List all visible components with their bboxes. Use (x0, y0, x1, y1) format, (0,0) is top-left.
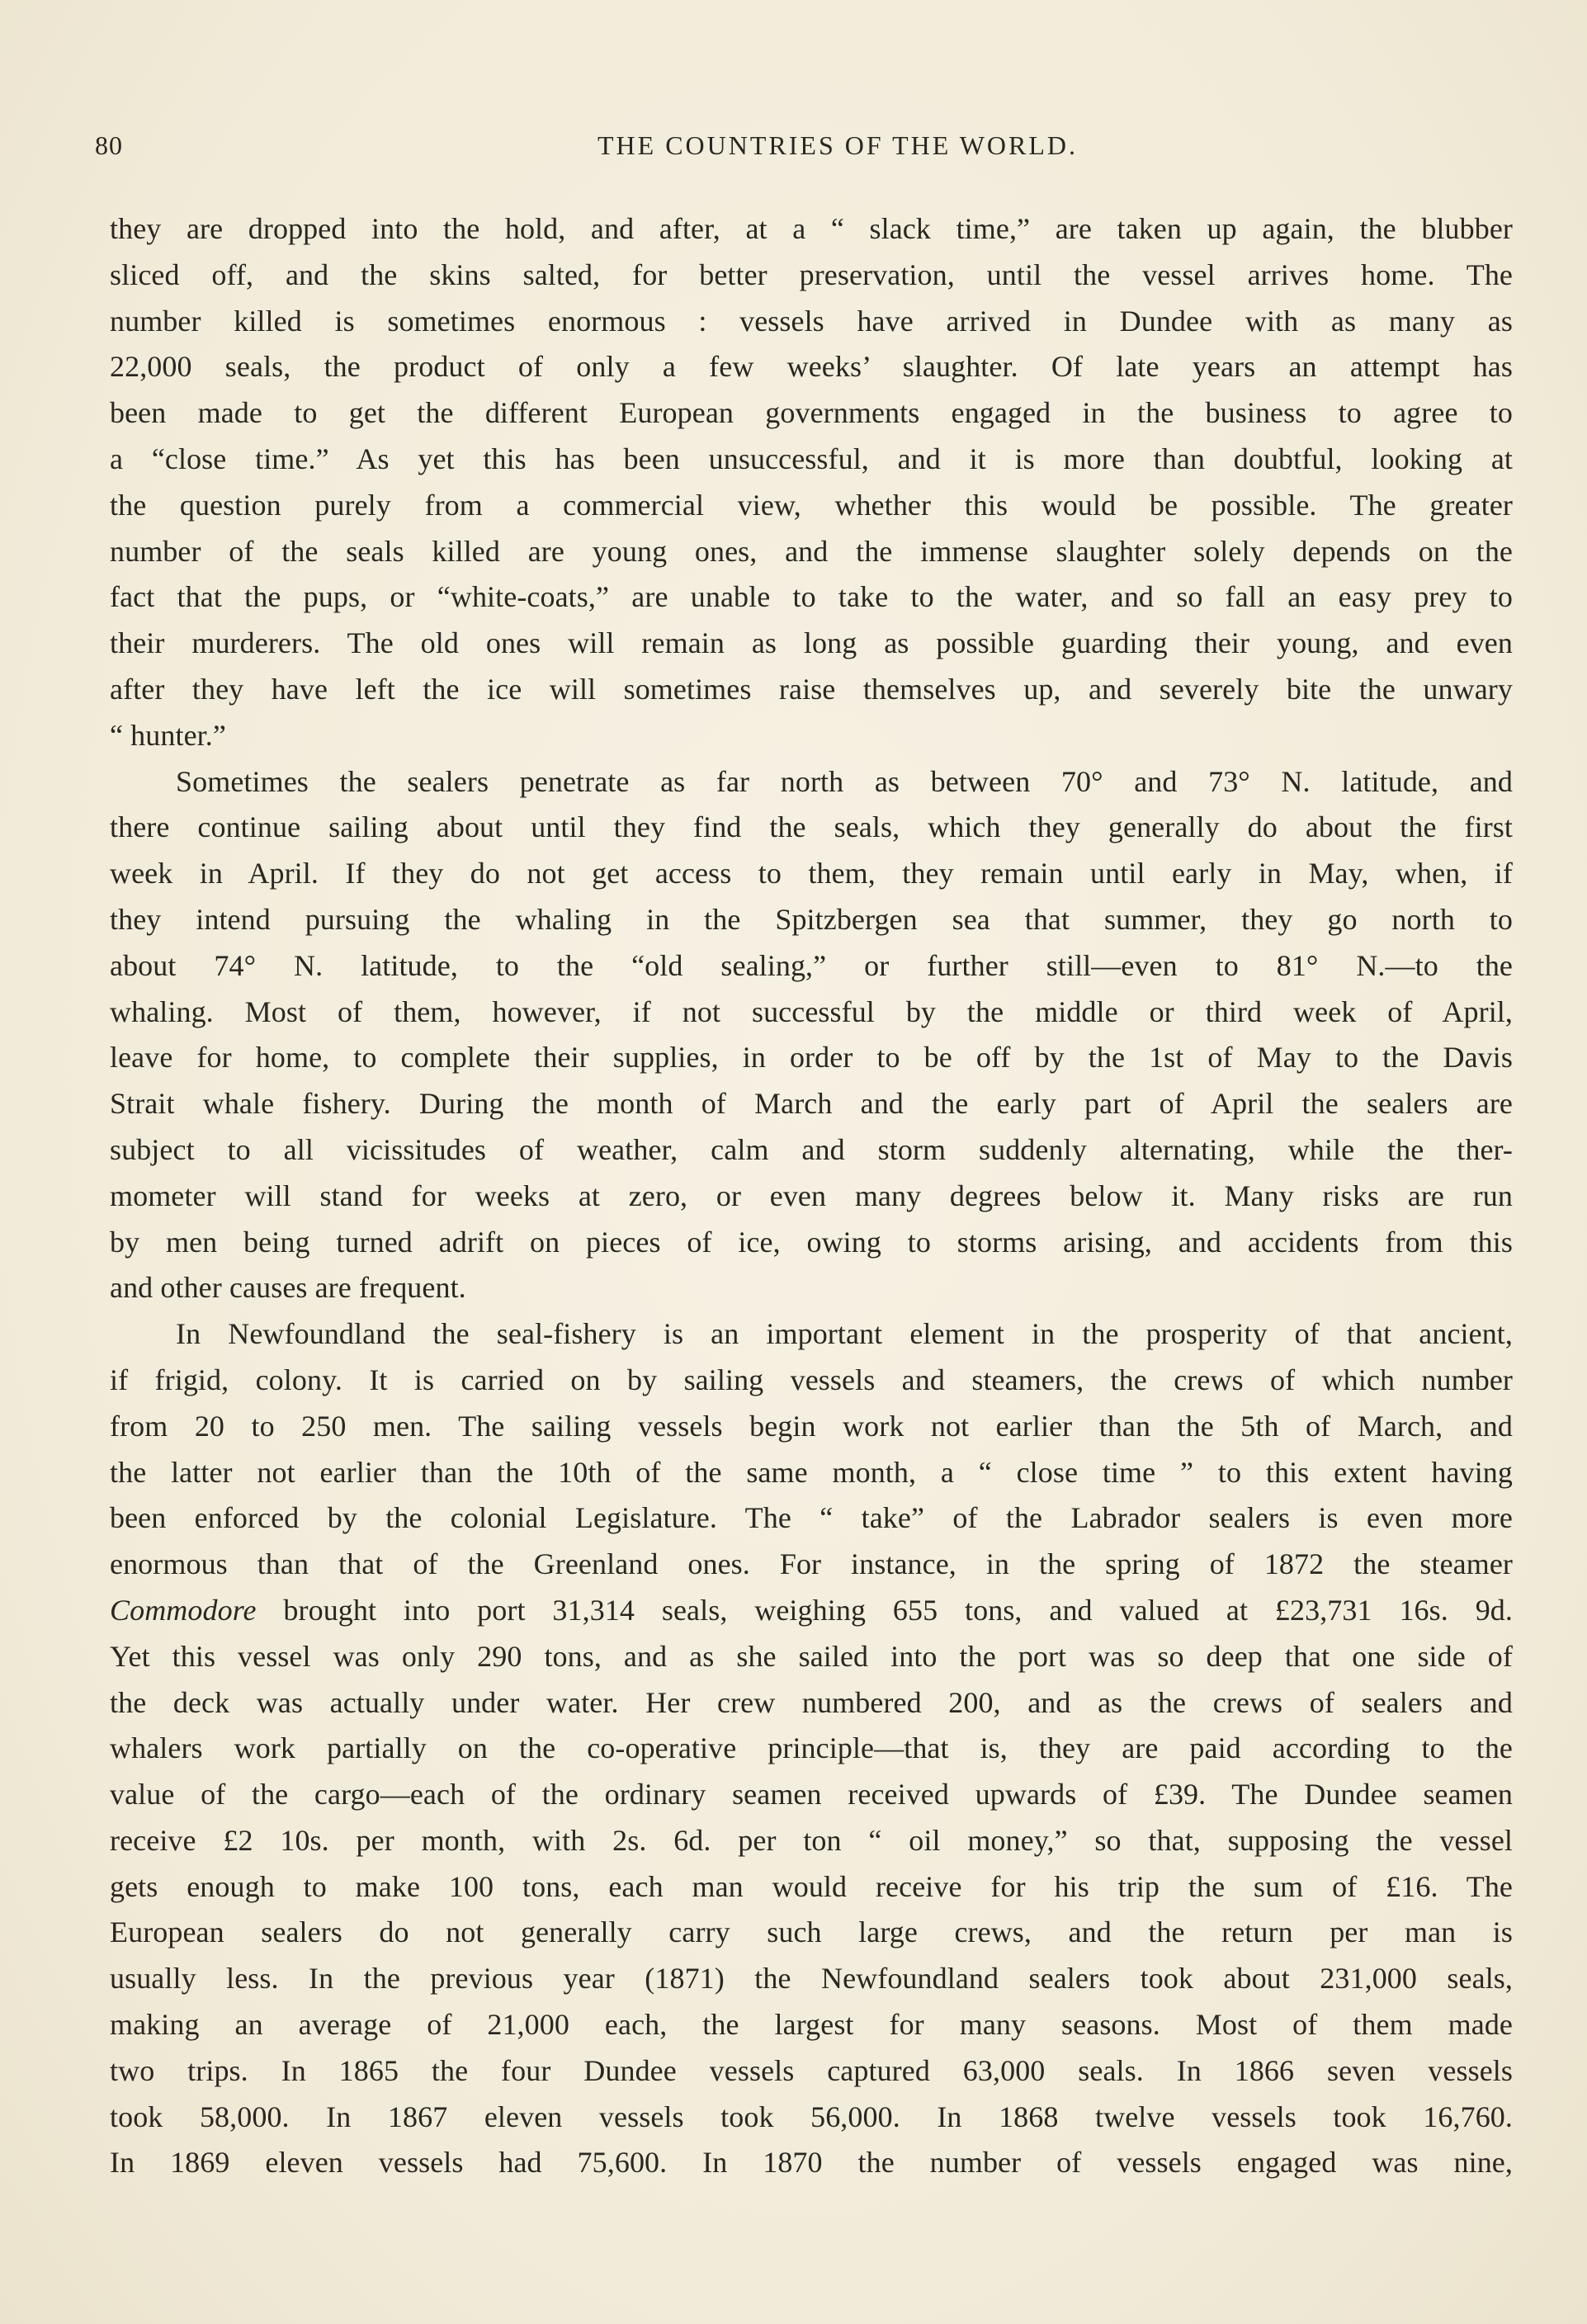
text-line (110, 1956, 1513, 2002)
line-text: subject to all vicissitudes of weather, calm and storm suddenly alternating, while the ther- (110, 1132, 1513, 1166)
text-line (110, 1588, 1513, 1634)
text-line (110, 299, 1513, 345)
text-line (110, 2002, 1513, 2048)
line-text: In Newfoundland the seal-fishery is an important element in the prosperity of that ancient, (176, 1317, 1513, 1351)
line-text: 22,000 seals, the product of only a few weeks’ slaughter. Of late years an attempt has (110, 350, 1513, 384)
line-text: a “close time.” As yet this has been unsuccessful, and it is more than doubtful, looking at (110, 442, 1513, 475)
text-line (110, 344, 1513, 390)
line-text: whaling. Most of them, however, if not successful by the middle or third week of April, (110, 994, 1513, 1028)
text-line (110, 206, 1513, 253)
line-text: In 1869 eleven vessels had 75,600. In 1870 the number of vessels engaged was nine, (110, 2146, 1513, 2180)
line-text: two trips. In 1865 the four Dundee vessels captured 63,000 seals. In 1866 seven vessels (110, 2053, 1513, 2087)
line-text: there continue sailing about until they find the seals, which they generally do about the first (110, 810, 1513, 844)
text-line (110, 1726, 1513, 1772)
line-text: value of the cargo—each of the ordinary seamen received upwards of £39. The Dundee seamen (110, 1778, 1513, 1811)
line-text: enormous than that of the Greenland ones. For instance, in the spring of 1872 the steamer (110, 1547, 1513, 1581)
line-text: fact that the pups, or “white-coats,” are unable to take to the water, and so fall an easy prey to (110, 580, 1513, 614)
text-line (110, 1081, 1513, 1127)
line-text: about 74° N. latitude, to the “old sealing,” or further still—even to 81° N.—to the (110, 948, 1513, 982)
body-text (110, 206, 1513, 2186)
line-text: sliced off, and the skins salted, for better preservation, until the vessel arrives home. The (110, 257, 1513, 291)
text-line (110, 1864, 1513, 1911)
line-text: brought into port 31,314 seals, weighing 655 tons, and valued at £23,731 16s. 9d. (256, 1593, 1513, 1627)
text-line (110, 1265, 1513, 1311)
line-text: been enforced by the colonial Legislature. The “ take” of the Labrador sealers is even more (110, 1501, 1513, 1535)
line-text: whalers work partially on the co-operative principle—that is, they are paid according to the (110, 1731, 1513, 1765)
page-number: 80 (95, 130, 123, 160)
text-line (110, 1450, 1513, 1496)
text-line (110, 483, 1513, 529)
text-line (110, 805, 1513, 851)
text-line (110, 1127, 1513, 1174)
line-text: Yet this vessel was only 290 tons, and as she sailed into the port was so deep that one side of (110, 1639, 1513, 1673)
line-text: number killed is sometimes enormous : vessels have arrived in Dundee with as many as (110, 304, 1513, 338)
line-text: leave for home, to complete their supplies, in order to be off by the 1st of May to the Davis (110, 1041, 1513, 1075)
line-text: from 20 to 250 men. The sailing vessels begin work not earlier than the 5th of March, and (110, 1409, 1513, 1443)
running-head: THE COUNTRIES OF THE WORLD. (597, 130, 1079, 160)
line-text: making an average of 21,000 each, the largest for many seasons. Most of them made (110, 2008, 1513, 2042)
text-block (110, 206, 1513, 2186)
line-text: the question purely from a commercial view, whether this would be possible. The greater (110, 488, 1513, 522)
line-text: and other causes are frequent. (110, 1271, 466, 1305)
line-text: by men being turned adrift on pieces of ice, owing to storms arising, and accidents from this (110, 1225, 1513, 1259)
line-text: receive £2 10s. per month, with 2s. 6d. per ton “ oil money,” so that, supposing the vessel (110, 1823, 1513, 1857)
text-line (110, 621, 1513, 667)
line-text: after they have left the ice will sometimes raise themselves up, and severely bite the unwary (110, 672, 1513, 706)
text-line (110, 897, 1513, 943)
text-line (110, 1220, 1513, 1266)
line-text: they are dropped into the hold, and after, at a “ slack time,” are taken up again, the blubber (110, 212, 1513, 245)
text-line (110, 2140, 1513, 2186)
text-line (110, 1910, 1513, 1956)
line-text: their murderers. The old ones will remain as long as possible guarding their young, and even (110, 626, 1513, 660)
line-text: mometer will stand for weeks at zero, or even many degrees below it. Many risks are run (110, 1179, 1513, 1212)
line-text: usually less. In the previous year (1871) the Newfoundland sealers took about 231,000 seals, (110, 1962, 1513, 1996)
text-line (110, 851, 1513, 897)
line-text: if frigid, colony. It is carried on by sailing vessels and steamers, the crews of which number (110, 1363, 1513, 1396)
text-line (110, 943, 1513, 990)
page-header (95, 130, 1514, 167)
text-line (110, 2095, 1513, 2141)
text-line (110, 2048, 1513, 2095)
line-text: “ hunter.” (110, 718, 226, 752)
line-text: been made to get the different European governments engaged in the business to agree to (110, 396, 1513, 430)
line-text: they intend pursuing the whaling in the Spitzbergen sea that summer, they go north to (110, 902, 1513, 936)
line-text: European sealers do not generally carry such large crews, and the return per man is (110, 1915, 1513, 1949)
text-line (110, 1174, 1513, 1220)
text-line (110, 1680, 1513, 1726)
text-line (110, 1358, 1513, 1404)
text-line (110, 667, 1513, 713)
text-line (110, 1772, 1513, 1818)
text-line (110, 1035, 1513, 1081)
text-line (110, 1404, 1513, 1450)
text-line (110, 990, 1513, 1036)
text-line (110, 759, 1513, 805)
line-text: the deck was actually under water. Her crew numbered 200, and as the crews of sealers and (110, 1685, 1513, 1719)
text-line (110, 529, 1513, 575)
text-line (110, 713, 1513, 759)
text-line (110, 390, 1513, 437)
ship-name: Commodore (110, 1593, 257, 1627)
line-text: took 58,000. In 1867 eleven vessels took 56,000. In 1868 twelve vessels took 16,760. (110, 2100, 1513, 2133)
text-line (110, 574, 1513, 621)
line-text: Strait whale fishery. During the month of March and the early part of April the sealers are (110, 1087, 1513, 1121)
line-text: gets enough to make 100 tons, each man would receive for his trip the sum of £16. The (110, 1869, 1513, 1903)
text-line (110, 1495, 1513, 1542)
line-text: the latter not earlier than the 10th of the same month, a “ close time ” to this extent having (110, 1455, 1513, 1489)
text-line (110, 253, 1513, 299)
text-line (110, 437, 1513, 483)
line-text: number of the seals killed are young ones, and the immense slaughter solely depends on the (110, 534, 1513, 568)
text-line (110, 1818, 1513, 1864)
text-line (110, 1634, 1513, 1680)
line-text: Sometimes the sealers penetrate as far north as between 70° and 73° N. latitude, and (176, 764, 1513, 798)
text-line (110, 1542, 1513, 1588)
text-line (110, 1311, 1513, 1358)
line-text: week in April. If they do not get access to them, they remain until early in May, when, if (110, 857, 1513, 890)
